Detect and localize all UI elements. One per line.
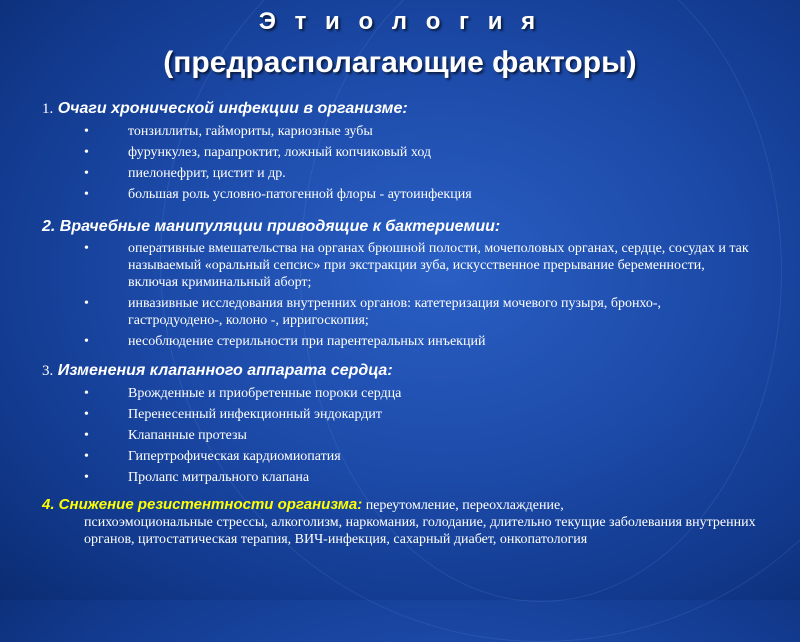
bullet-icon: • bbox=[84, 470, 89, 485]
section-2-heading bbox=[42, 218, 500, 236]
list-item bbox=[84, 123, 724, 140]
section-1-title: Очаги хронической инфекции в организме: bbox=[57, 100, 408, 117]
list-item-text: инвазивные исследования внутренних органов: катетеризация мочевого пузыря, бронхо-, гастродуодено-, колоно -, ирригоскопия; bbox=[128, 296, 662, 328]
list-item bbox=[84, 427, 724, 444]
list-item-text: оперативные вмешательства на органах брюшной полости, мочеполовых органах, сердце, сосудах и так называемый «оральный сепсис» при экстракции зуба, искусственное прерывание беременности, включая криминальный аборт; bbox=[128, 241, 749, 290]
list-item-text: пиелонефрит, цистит и др. bbox=[128, 166, 286, 181]
list-item-text: Врожденные и приобретенные пороки сердца bbox=[128, 386, 402, 401]
bullet-icon: • bbox=[84, 124, 89, 139]
list-item bbox=[84, 240, 754, 291]
list-item-text: большая роль условно-патогенной флоры - аутоинфекция bbox=[128, 187, 472, 202]
bullet-icon: • bbox=[84, 428, 89, 443]
section-3-title: Изменения клапанного аппарата сердца: bbox=[57, 362, 393, 379]
list-item-text: несоблюдение стерильности при парентеральных инъекций bbox=[128, 334, 486, 349]
slide-subtitle: (предрасполагающие факторы) bbox=[163, 46, 637, 79]
list-item bbox=[84, 469, 724, 486]
list-item bbox=[84, 165, 724, 182]
section-1-heading bbox=[42, 100, 408, 118]
bullet-icon: • bbox=[84, 407, 89, 422]
section-4-text-rest: психоэмоциональные стрессы, алкоголизм, наркомания, голодание, длительно текущие заболевания внутренних органов, цитостатическая терапия, ВИЧ-инфекция, сахарный диабет, онкопатология bbox=[84, 515, 756, 547]
bullet-icon: • bbox=[84, 145, 89, 160]
section-2-list bbox=[84, 240, 754, 354]
list-item bbox=[84, 295, 754, 329]
list-item bbox=[84, 448, 724, 465]
bullet-icon: • bbox=[84, 166, 89, 181]
list-item-text: Пролапс митрального клапана bbox=[128, 470, 310, 485]
section-3-list bbox=[84, 385, 724, 490]
list-item-text: фурункулез, парапроктит, ложный копчиковый ход bbox=[128, 145, 432, 160]
bullet-icon: • bbox=[84, 334, 89, 349]
list-item-text: тонзиллиты, гаймориты, кариозные зубы bbox=[128, 124, 373, 139]
list-item bbox=[84, 333, 754, 350]
bullet-icon: • bbox=[84, 296, 89, 311]
section-3-number: 3. bbox=[42, 363, 54, 379]
section-1-list bbox=[84, 123, 724, 207]
section-4 bbox=[42, 496, 762, 548]
list-item-text: Гипертрофическая кардиомиопатия bbox=[128, 449, 341, 464]
list-item-text: Клапанные протезы bbox=[128, 428, 247, 443]
bullet-icon: • bbox=[84, 187, 89, 202]
section-1-number: 1. bbox=[42, 101, 54, 117]
section-3-heading bbox=[42, 362, 393, 380]
section-2-number: 2. bbox=[42, 218, 56, 235]
bullet-icon: • bbox=[84, 386, 89, 401]
section-2-title: Врачебные манипуляции приводящие к бактериемии: bbox=[59, 218, 501, 235]
bullet-icon: • bbox=[84, 241, 89, 256]
list-item-text: Перенесенный инфекционный эндокардит bbox=[128, 407, 382, 422]
list-item bbox=[84, 144, 724, 161]
slide-title: Э т и о л о г и я bbox=[258, 8, 542, 35]
list-item bbox=[84, 406, 724, 423]
list-item bbox=[84, 385, 724, 402]
list-item bbox=[84, 186, 724, 203]
bullet-icon: • bbox=[84, 449, 89, 464]
section-4-text-first: переутомление, переохлаждение, bbox=[362, 498, 564, 513]
section-4-heading: 4. Снижение резистентности организма: bbox=[42, 496, 363, 513]
